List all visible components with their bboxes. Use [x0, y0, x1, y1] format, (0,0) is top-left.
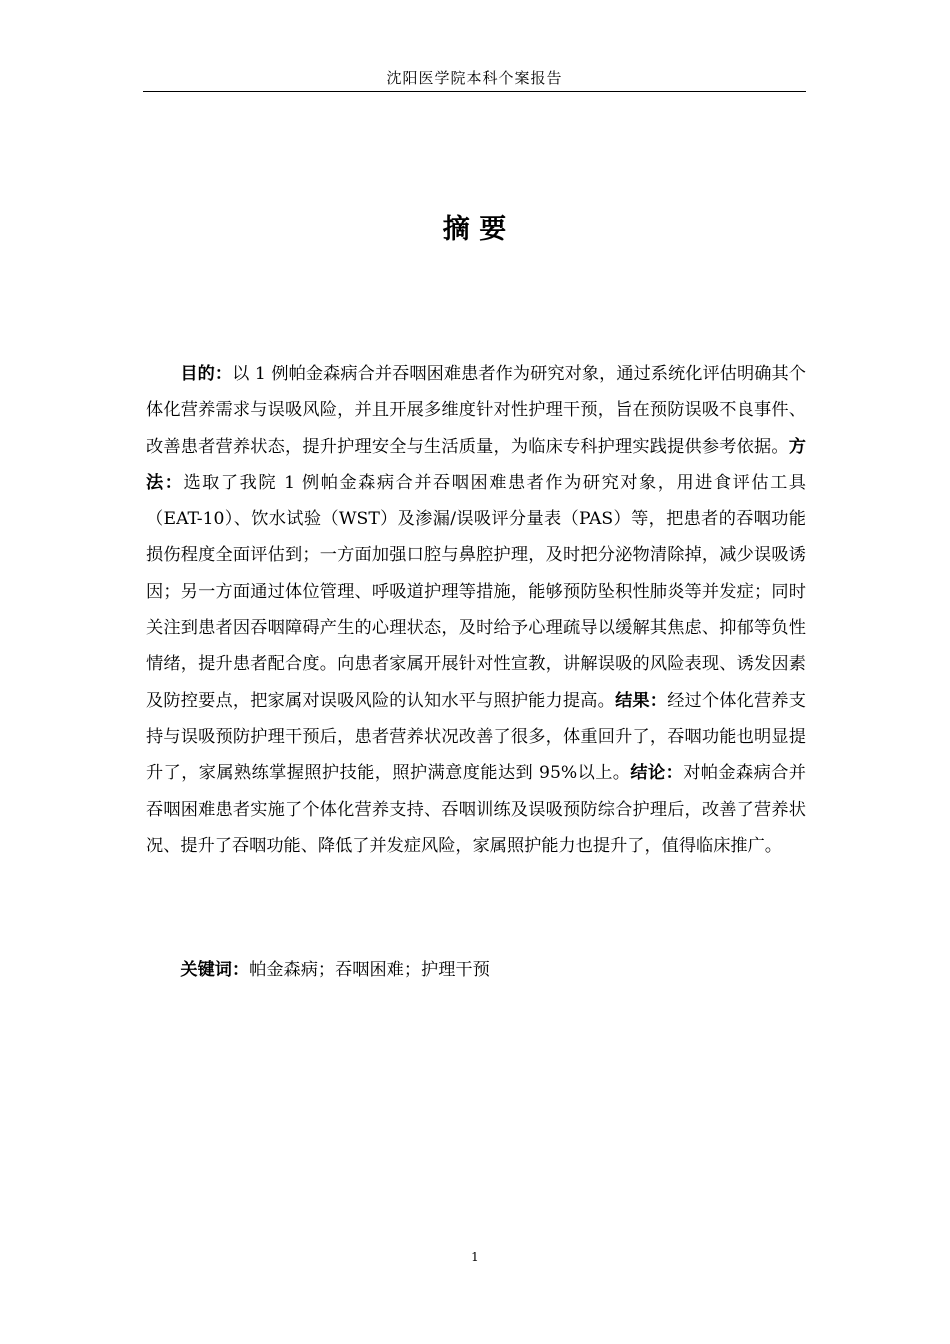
result-text: 经过个体化营养支持与误吸预防护理干预后，患者营养状况改善了很多，体重回升了，吞咽功能也明显提升了，家属熟练掌握照护技能，照护满意度能达到 95%以上。: [146, 690, 806, 784]
purpose-text: 以 1 例帕金森病合并吞咽困难患者作为研究对象，通过系统化评估明确其个体化营养需求与误吸风险，并且开展多维度针对性护理干预，旨在预防误吸不良事件、改善患者营养状态，提升护理安全与生活质量，为临床专科护理实践提供参考依据。: [146, 364, 806, 457]
purpose-label: 目的：: [180, 364, 233, 384]
keywords-line: [146, 952, 806, 988]
page-number: 1: [471, 1250, 479, 1264]
conclusion-label: 结论：: [630, 763, 684, 784]
abstract-title: 摘 要: [442, 214, 507, 245]
page-header: 沈阳医学院本科个案报告: [386, 69, 563, 87]
result-label: 结果：: [615, 690, 668, 711]
header-rule: [143, 91, 806, 92]
conclusion-text: 对帕金森病合并吞咽困难患者实施了个体化营养支持、吞咽训练及误吸预防综合护理后，改善了营养状况、提升了吞咽功能、降低了并发症风险，家属照护能力也提升了，值得临床推广。: [146, 763, 806, 856]
abstract-body: [146, 356, 806, 864]
keywords-text: 帕金森病；吞咽困难；护理干预: [249, 960, 490, 980]
keywords-label: 关键词：: [180, 960, 250, 980]
method-text: 选取了我院 1 例帕金森病合并吞咽困难患者作为研究对象，用进食评估工具（EAT-10）、饮水试验（WST）及渗漏/误吸评分量表（PAS）等，把患者的吞咽功能损伤程度全面评估到；一方面加强口腔与鼻腔护理，及时把分泌物清除掉，减少误吸诱因；另一方面通过体位管理、呼吸道护理等措施，能够预防坠积性肺炎等并发症；同时关注到患者因吞咽障碍产生的心理状态，及时给予心理疏导以缓解其焦虑、抑郁等负性情绪，提升患者配合度。向患者家属开展针对性宣教，讲解误吸的风险表现、诱发因素及防控要点，把家属对误吸风险的认知水平与照护能力提高。: [146, 472, 806, 711]
method-label: 方法：: [146, 436, 806, 493]
